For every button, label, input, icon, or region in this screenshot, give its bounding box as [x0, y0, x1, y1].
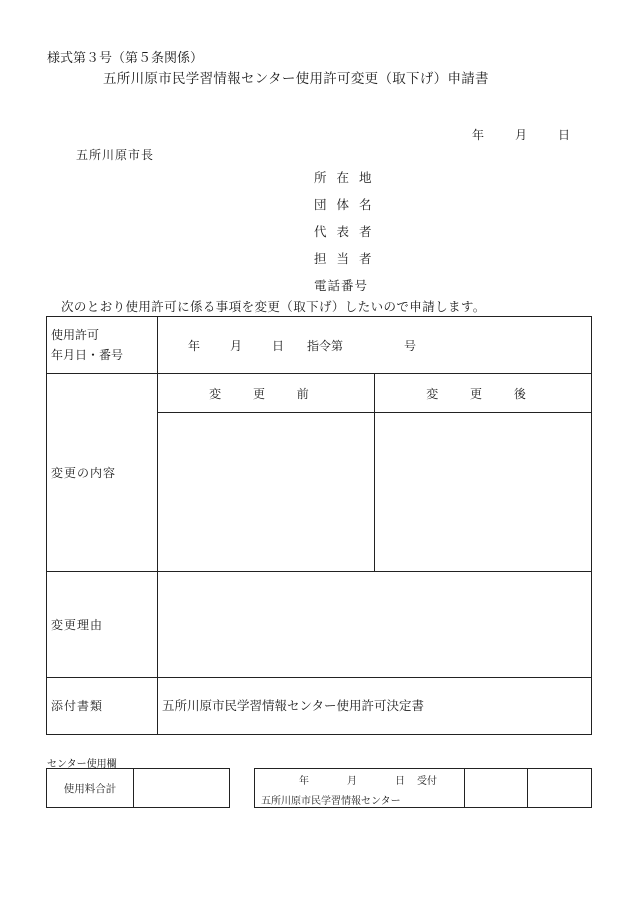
receipt-month-label: 月 — [347, 775, 357, 787]
receipt-table — [254, 768, 592, 808]
reason-row — [47, 572, 592, 678]
change-content-label: 変更の内容 — [47, 374, 158, 572]
receipt-label: 受付 — [417, 775, 437, 787]
form-title: 五所川原市民学習情報センター使用許可変更（取下げ）申請書 — [103, 71, 489, 87]
application-table — [46, 316, 592, 735]
date-month-label: 月 — [515, 128, 528, 142]
after-change-header: 変 更 後 — [375, 374, 592, 413]
applicant-phone-label: 電話番号 — [314, 278, 369, 293]
permit-label-cell — [47, 317, 158, 374]
permit-day-label: 日 — [272, 338, 285, 353]
change-reason-label: 変更理由 — [47, 572, 158, 678]
permit-label-line1: 使用許可 — [51, 328, 100, 342]
receipt-stamp-cell-2[interactable] — [528, 769, 592, 808]
center-use-label: センター使用欄 — [47, 759, 117, 770]
receipt-center-name: 五所川原市民学習情報センター — [261, 795, 401, 807]
attachment-label: 添付書類 — [47, 678, 158, 735]
change-header-row — [47, 374, 592, 413]
permit-order-label: 指令第 — [307, 338, 344, 353]
permit-value-field[interactable] — [158, 317, 592, 374]
permit-month-label: 月 — [230, 338, 243, 353]
receipt-year-label: 年 — [299, 775, 309, 787]
change-reason-field[interactable] — [158, 572, 592, 678]
fee-total-label: 使用料合計 — [47, 769, 134, 808]
form-number-label: 様式第３号（第５条関係） — [47, 51, 204, 66]
applicant-organization-label: 団 体 名 — [314, 197, 375, 212]
receipt-stamp-cell-1[interactable] — [465, 769, 528, 808]
fee-table — [46, 768, 230, 808]
applicant-address-label: 所 在 地 — [314, 170, 375, 185]
date-day-label: 日 — [558, 128, 571, 142]
before-change-header: 変 更 前 — [158, 374, 375, 413]
permit-row — [47, 317, 592, 374]
application-statement: 次のとおり使用許可に係る事項を変更（取下げ）したいので申請します。 — [61, 299, 486, 314]
date-year-label: 年 — [472, 128, 485, 142]
permit-label-line2: 年月日・番号 — [51, 348, 124, 362]
permit-year-label: 年 — [188, 338, 201, 353]
fee-total-field[interactable] — [134, 769, 230, 808]
attachment-value: 五所川原市民学習情報センター使用許可決定書 — [158, 678, 592, 735]
applicant-contact-person-label: 担 当 者 — [314, 251, 375, 266]
addressee: 五所川原市長 — [76, 148, 155, 162]
receipt-day-label: 日 — [395, 775, 405, 787]
permit-number-label: 号 — [404, 338, 417, 353]
receipt-info-cell — [255, 769, 465, 808]
after-change-field[interactable] — [375, 413, 592, 572]
applicant-representative-label: 代 表 者 — [314, 224, 375, 239]
attachment-row — [47, 678, 592, 735]
before-change-field[interactable] — [158, 413, 375, 572]
